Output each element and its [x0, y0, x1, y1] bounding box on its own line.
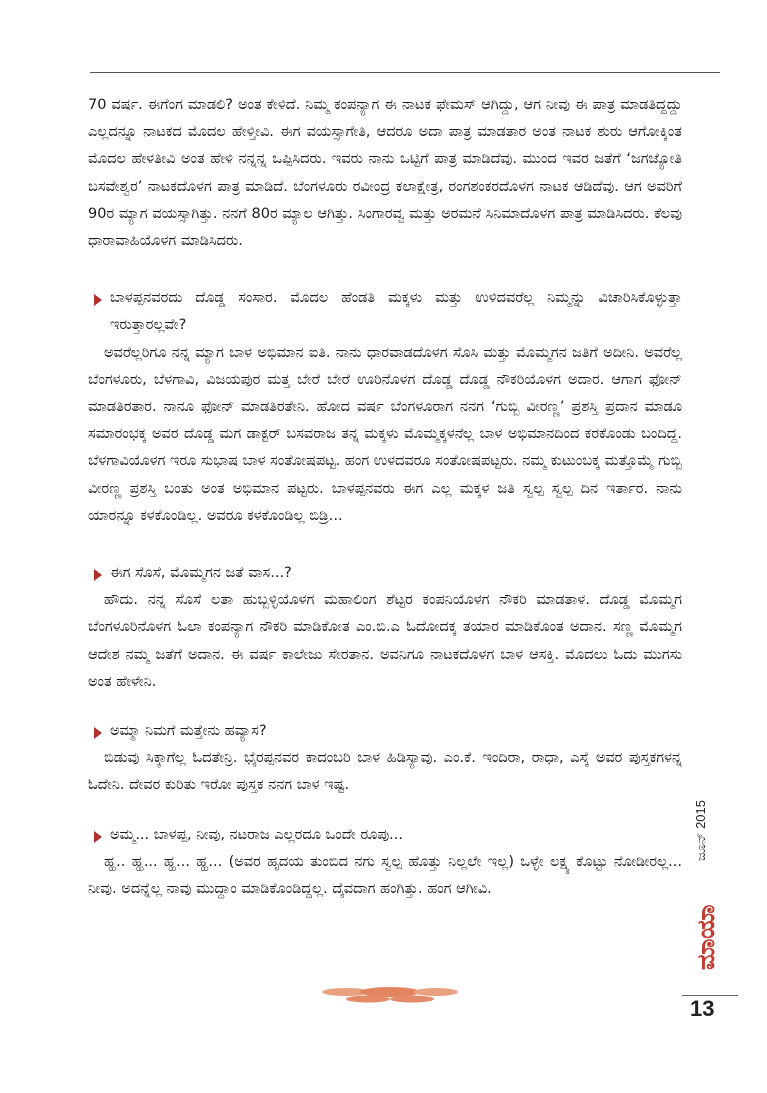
question-text: ಅಮ್ಮಾ ನಿಮಗೆ ಮತ್ತೇನು ಹವ್ಯಾಸ?	[110, 723, 267, 740]
page-number: 13	[690, 996, 715, 1021]
question-1	[88, 285, 682, 339]
bullet-triangle-icon	[94, 727, 102, 739]
paragraph-intro: 70 ವರ್ಷ. ಈಗೆಂಗ ಮಾಡಲಿ? ಅಂತ ಕೇಳಿದೆ. ನಿಮ್ಮ ಕಂಪನ್ಯಾಗ ಈ ನಾಟಕ ಫೇಮಸ್ ಆಗಿದ್ದು, ಆಗ ನೀವು ಈ ಪಾತ್ರ ಮಾಡತಿದ್ದದ್ದು ಎಲ್ಲದನ್ನೂ ನಾಟಕದ ಮೊದಲ ಹೇಳ್ತೀವಿ. ಈಗ ವಯಸ್ಸಾಗೇತಿ, ಆದರೂ ಅದಾ ಪಾತ್ರ ಮಾಡತಾರ ಅಂತ ನಾಟಕ ಶುರು ಆಗೋಕ್ಕಿಂತ ಮೊದಲ ಹೇಳತೀವಿ ಅಂತ ಹೇಳಿ ನನ್ನನ್ನ ಒಪ್ಪಿಸಿದರು. ಇವರು ನಾನು ಒಟ್ಟಿಗೆ ಪಾತ್ರ ಮಾಡಿದೆವು. ಮುಂದ ಇವರ ಜತೆಗೆ ‘ಜಗಜ್ಯೋತಿ ಬಸವೇಶ್ವರ’ ನಾಟಕದೊಳಗ ಪಾತ್ರ ಮಾಡಿದೆ. ಬೆಂಗಳೂರು ರವೀಂದ್ರ ಕಲಾಕ್ಷೇತ್ರ, ರಂಗಶಂಕರದೊಳಗ ನಾಟಕ ಆಡಿದೆವು. ಆಗ ಅವರಿಗೆ 90ರ ಮ್ಯಾಗ ವಯಸ್ಸಾಗಿತ್ತು. ನನಗೆ 80ರ ಮ್ಯಾಲ ಆಗಿತ್ತು. ಸಿಂಗಾರವ್ವ ಮತ್ತು ಅರಮನೆ ಸಿನಿಮಾದೊಳಗ ಪಾತ್ರ ಮಾಡಿಸಿದರು. ಕೆಲವು ಧಾರಾವಾಹಿಯೊಳಗ ಮಾಡಿಸಿದರು.	[88, 97, 682, 250]
question-text: ಬಾಳಪ್ಪನವರದು ದೊಡ್ಡ ಸಂಸಾರ. ಮೊದಲ ಹೆಂಡತಿ ಮಕ್ಕಳು ಮತ್ತು ಉಳಿದವರೆಲ್ಲ ನಿಮ್ಮನ್ನು ವಿಚಾರಿಸಿಕೊಳ್ಳುತ್ತಾ ಇರುತ್ತಾರಲ್ಲವೇ?	[110, 290, 682, 334]
question-2	[88, 560, 682, 587]
bullet-triangle-icon	[94, 569, 102, 581]
magazine-logo: ಮಾಯಾ	[692, 904, 720, 970]
issue-date: ಜೂನ್ 2015	[693, 800, 708, 862]
top-rule	[90, 72, 720, 73]
decorative-ornament	[308, 984, 468, 1004]
question-text: ಈಗ ಸೊಸೆ, ಮೊಮ್ಮಗನ ಜತೆ ವಾಸ...?	[110, 565, 292, 582]
bullet-triangle-icon	[94, 294, 102, 306]
answer-4: ಹ್ಹ.. ಹ್ಹ... ಹ್ಹ... ಹ್ಹ... (ಅವರ ಹೃದಯ ತುಂಬಿದ ನಗು ಸ್ವಲ್ಪ ಹೊತ್ತು ನಿಲ್ಲಲೇ ಇಲ್ಲ) ಒಳ್ಳೇ ಲಕ್ಷ್ಯ ಕೊಟ್ಟು ನೋಡೀರಲ್ಲ... ನೀವು. ಅದನ್ನೆಲ್ಲ ನಾವು ಮುದ್ದಾಂ ಮಾಡಿಕೊಂಡಿದ್ದಲ್ಲ. ದೈವದಾಗ ಹಂಗಿತ್ತು. ಹಂಗ ಆಗೀವಿ.	[88, 853, 682, 898]
question-4	[88, 822, 682, 849]
answer-2: ಹೌದು. ನನ್ನ ಸೊಸೆ ಲತಾ ಹುಬ್ಬಳ್ಳಿಯೊಳಗ ಮಹಾಲಿಂಗ ಶೆಟ್ಟರ ಕಂಪನಿಯೊಳಗ ನೌಕರಿ ಮಾಡತಾಳ. ದೊಡ್ಡ ಮೊಮ್ಮಗ ಬೆಂಗಳೂರಿನೊಳಗ ಓಲಾ ಕಂಪನ್ಯಾಗ ನೌಕರಿ ಮಾಡಿಕೋತ ಎಂ.ಬಿ.ಎ ಓದೋದಕ್ಕ ತಯಾರ ಮಾಡಿಕೊಂತ ಅದಾನ. ಸಣ್ಣ ಮೊಮ್ಮಗ ಆದೇಶ ನಮ್ಮ ಜತೆಗೆ ಅದಾನ. ಈ ವರ್ಷ ಕಾಲೇಜು ಸೇರತಾನ. ಅವನಿಗೂ ನಾಟಕದೊಳಗ ಬಾಳ ಆಸಕ್ತಿ. ಮೊದಲು ಓದು ಮುಗಸು ಅಂತ ಹೇಳೇನಿ.	[88, 592, 682, 690]
answer-1: ಅವರೆಲ್ಲರಿಗೂ ನನ್ನ ಮ್ಯಾಗ ಬಾಳ ಅಭಿಮಾನ ಐತಿ. ನಾನು ಧಾರವಾಡದೊಳಗ ಸೊಸಿ ಮತ್ತು ಮೊಮ್ಮಗನ ಜತಿಗೆ ಅದೀನಿ. ಅವರೆಲ್ಲ ಬೆಂಗಳೂರು, ಬೆಳಗಾವಿ, ವಿಜಯಪುರ ಮತ್ತ ಬೇರೆ ಬೇರೆ ಊರಿನೊಳಗ ದೊಡ್ಡ ದೊಡ್ಡ ನೌಕರಿಯೊಳಗ ಅದಾರ. ಆಗಾಗ ಫೋನ್ ಮಾಡತಿರತಾರ. ನಾನೂ ಫೋನ್ ಮಾಡತಿರತೇನಿ. ಹೋದ ವರ್ಷ ಬೆಂಗಳೂರಾಗ ನನಗ ‘ಗುಬ್ಬಿ ವೀರಣ್ಣ’ ಪ್ರಶಸ್ತಿ ಪ್ರದಾನ ಮಾಡೂ ಸಮಾರಂಭಕ್ಕ ಅವರ ದೊಡ್ಡ ಮಗ ಡಾಕ್ಟರ್ ಬಸವರಾಜ ತನ್ನ ಮಕ್ಕಳು ಮೊಮ್ಮಕ್ಕಳನೆಲ್ಲ ಬಾಳ ಅಭಿಮಾನದಿಂದ ಕರಕೊಂಡು ಬಂದಿದ್ದ. ಬೆಳಗಾವಿಯೊಳಗ ಇರೂ ಸುಭಾಷ ಬಾಳ ಸಂತೋಷಪಟ್ಟ. ಹಂಗ ಉಳದವರೂ ಸಂತೋಷಪಟ್ಟರು. ನಮ್ಮ ಕುಟುಂಬಕ್ಕ ಮತ್ತೊಮ್ಮೆ ಗುಬ್ಬಿ ವೀರಣ್ಣ ಪ್ರಶಸ್ತಿ ಬಂತು ಅಂತ ಅಭಿಮಾನ ಪಟ್ಟರು. ಬಾಳಪ್ಪನವರು ಈಗ ಎಲ್ಲ ಮಕ್ಕಳ ಜತಿ ಸ್ವಲ್ಪ ಸ್ವಲ್ಪ ದಿನ ಇರ್ತಾರ. ನಾನು ಯಾರನ್ನೂ ಕಳಕೊಂಡಿಲ್ಲ. ಅವರೂ ಕಳಕೊಂಡಿಲ್ಲ ಬಿಡ್ರಿ...	[88, 344, 683, 524]
answer-3: ಬಿಡುವು ಸಿಕ್ಕಾಗೆಲ್ಲ ಓದತೇನ್ರಿ. ಭೈರಪ್ಪನವರ ಕಾದಂಬರಿ ಬಾಳ ಹಿಡಿಸ್ಯಾವು. ಎಂ.ಕೆ. ಇಂದಿರಾ, ರಾಧಾ, ಎಸ್ಕೆ ಅವರ ಪುಸ್ತಕಗಳನ್ನ ಓದೇನಿ. ದೇವರ ಕುರಿತು ಇರೋ ಪುಸ್ತಕ ನನಗ ಬಾಳ ಇಷ್ಟ.	[88, 750, 682, 794]
question-3	[88, 718, 682, 745]
bullet-triangle-icon	[94, 831, 102, 843]
question-text: ಅಮ್ಮ... ಬಾಳಪ್ಪ, ನೀವು, ನಟರಾಜ ಎಲ್ಲರದೂ ಒಂದೇ ರೂಪು...	[110, 826, 404, 843]
article-body	[88, 92, 682, 903]
